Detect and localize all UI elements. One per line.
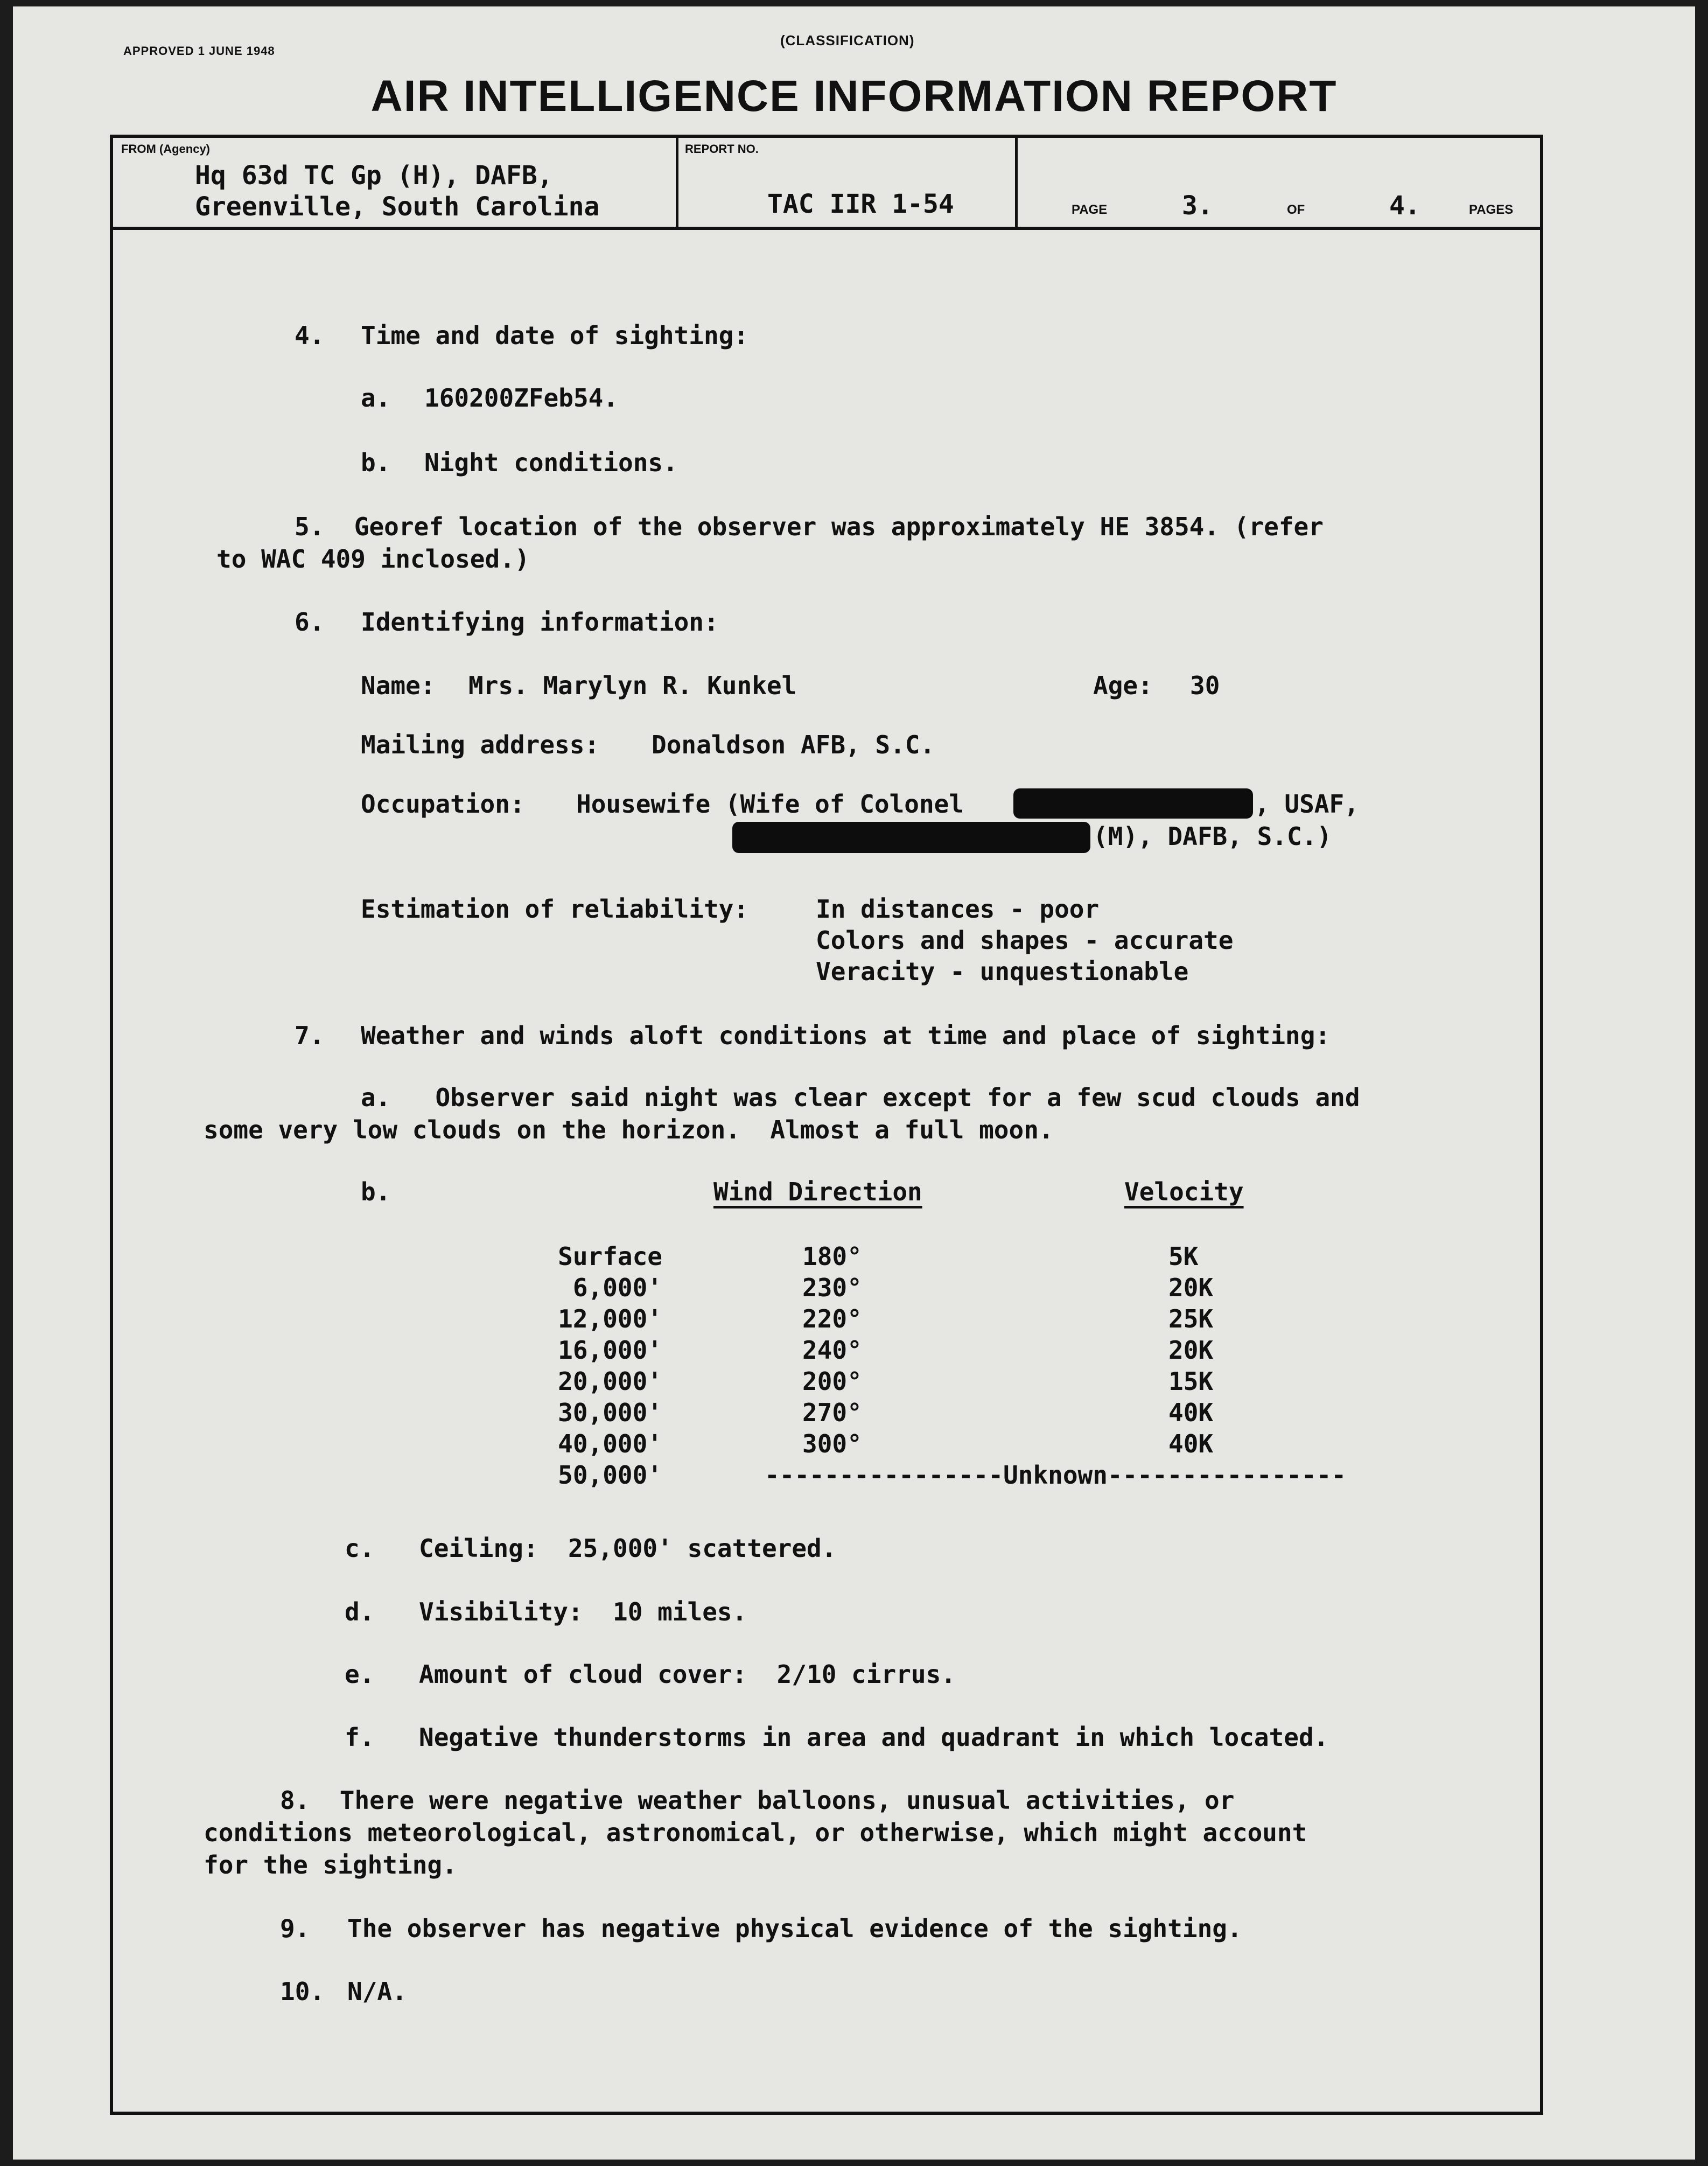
header-divider <box>1015 138 1018 227</box>
from-line-1: Hq 63d TC Gp (H), DAFB, <box>195 160 553 191</box>
from-line-2: Greenville, South Carolina <box>195 192 600 222</box>
wind-altitude: 20,000' <box>558 1367 662 1396</box>
mailing-address-label: Mailing address: <box>361 730 600 759</box>
reliability-colors-shapes: Colors and shapes - accurate <box>816 926 1234 955</box>
wind-velocity: 40K <box>1168 1429 1214 1458</box>
item-7f-text: Negative thunderstorms in area and quadrant in which located. <box>419 1723 1329 1752</box>
item-4b-text: Night conditions. <box>424 448 678 477</box>
item-7f-number: f. <box>345 1723 375 1752</box>
item-6-number: 6. <box>295 607 325 637</box>
occupation-line-2: (M), DAFB, S.C.) <box>1093 822 1332 851</box>
mailing-address-value: Donaldson AFB, S.C. <box>652 730 935 759</box>
name-value: Mrs. Marylyn R. Kunkel <box>468 671 797 700</box>
redaction-bar <box>732 822 1090 853</box>
age-value: 30 <box>1190 671 1220 700</box>
wind-altitude: 50,000' <box>558 1461 662 1490</box>
wind-direction: 270° <box>802 1398 862 1427</box>
report-frame <box>110 135 1543 2115</box>
item-9-text: The observer has negative physical evidence of the sighting. <box>347 1914 1242 1943</box>
velocity-header: Velocity <box>1124 1177 1244 1206</box>
report-no-label: REPORT NO. <box>685 142 759 156</box>
item-7e-number: e. <box>345 1660 375 1689</box>
wind-direction: 180° <box>802 1242 862 1271</box>
wind-velocity: 20K <box>1168 1273 1214 1302</box>
wind-velocity: 5K <box>1168 1242 1199 1271</box>
occupation-line-1-suffix: , USAF, <box>1255 789 1359 819</box>
wind-direction-header: Wind Direction <box>713 1177 922 1206</box>
wind-direction: 200° <box>802 1367 862 1396</box>
wind-direction: 220° <box>802 1304 862 1333</box>
page-label: PAGE <box>1072 202 1108 217</box>
item-5-line-2: to WAC 409 inclosed.) <box>216 544 530 574</box>
item-6-text: Identifying information: <box>361 607 719 637</box>
item-4a-number: a. <box>361 383 391 413</box>
item-7c-number: c. <box>345 1534 375 1563</box>
wind-direction: 230° <box>802 1273 862 1302</box>
age-label: Age: <box>1093 671 1153 700</box>
item-7a-line-1: a. Observer said night was clear except for a few scud clouds and <box>361 1083 1360 1112</box>
wind-altitude: 6,000' <box>572 1273 662 1302</box>
item-7b-number: b. <box>361 1177 391 1206</box>
item-7-number: 7. <box>295 1021 325 1050</box>
page-number: 3. <box>1182 191 1213 221</box>
item-8-line-3: for the sighting. <box>204 1850 457 1879</box>
wind-velocity: 25K <box>1168 1304 1214 1333</box>
wind-direction: ----------------Unknown---------------- <box>764 1461 1347 1490</box>
item-7-text: Weather and winds aloft conditions at time and place of sighting: <box>361 1021 1331 1050</box>
wind-altitude: 16,000' <box>558 1336 662 1365</box>
wind-velocity: 20K <box>1168 1336 1214 1365</box>
of-label: OF <box>1287 202 1305 217</box>
redaction-bar <box>1013 788 1253 819</box>
wind-direction: 300° <box>802 1429 862 1458</box>
item-4-text: Time and date of sighting: <box>361 321 749 350</box>
item-4-number: 4. <box>295 321 325 350</box>
reliability-distances: In distances - poor <box>816 895 1100 924</box>
header-row <box>113 138 1540 230</box>
item-4a-text: 160200ZFeb54. <box>424 383 619 413</box>
item-7d-text: Visibility: 10 miles. <box>419 1597 747 1626</box>
report-title: AIR INTELLIGENCE INFORMATION REPORT <box>370 72 1338 121</box>
item-7a-line-2: some very low clouds on the horizon. Almost a full moon. <box>204 1115 1054 1144</box>
header-divider <box>676 138 678 227</box>
wind-velocity: 40K <box>1168 1398 1214 1427</box>
report-no: TAC IIR 1-54 <box>767 189 954 219</box>
wind-direction: 240° <box>802 1336 862 1365</box>
wind-altitude: 30,000' <box>558 1398 662 1427</box>
reliability-label: Estimation of reliability: <box>361 895 749 924</box>
item-5-line-1: 5. Georef location of the observer was approximately HE 3854. (refer <box>295 512 1324 541</box>
item-10-text: N/A. <box>347 1977 407 2006</box>
item-4b-number: b. <box>361 448 391 477</box>
occupation-line-1: Housewife (Wife of Colonel <box>576 789 964 819</box>
occupation-label: Occupation: <box>361 789 525 819</box>
item-8-line-1: 8. There were negative weather balloons, unusual activities, or <box>280 1786 1235 1815</box>
name-label: Name: <box>361 671 436 700</box>
item-7e-text: Amount of cloud cover: 2/10 cirrus. <box>419 1660 956 1689</box>
pages-label: PAGES <box>1469 202 1514 217</box>
wind-velocity: 15K <box>1168 1367 1214 1396</box>
item-10-number: 10. <box>280 1977 325 2006</box>
page-total: 4. <box>1389 191 1420 221</box>
reliability-veracity: Veracity - unquestionable <box>816 957 1189 986</box>
report-sheet <box>13 6 1695 2160</box>
classification-label: (CLASSIFICATION) <box>780 32 915 48</box>
wind-altitude: Surface <box>558 1242 662 1271</box>
item-7c-text: Ceiling: 25,000' scattered. <box>419 1534 837 1563</box>
wind-altitude: 40,000' <box>558 1429 662 1458</box>
from-label: FROM (Agency) <box>121 142 210 156</box>
item-7d-number: d. <box>345 1597 375 1626</box>
item-8-line-2: conditions meteorological, astronomical, or otherwise, which might account <box>204 1818 1307 1847</box>
item-9-number: 9. <box>280 1914 310 1943</box>
approval-date: APPROVED 1 JUNE 1948 <box>123 44 275 58</box>
wind-altitude: 12,000' <box>558 1304 662 1333</box>
